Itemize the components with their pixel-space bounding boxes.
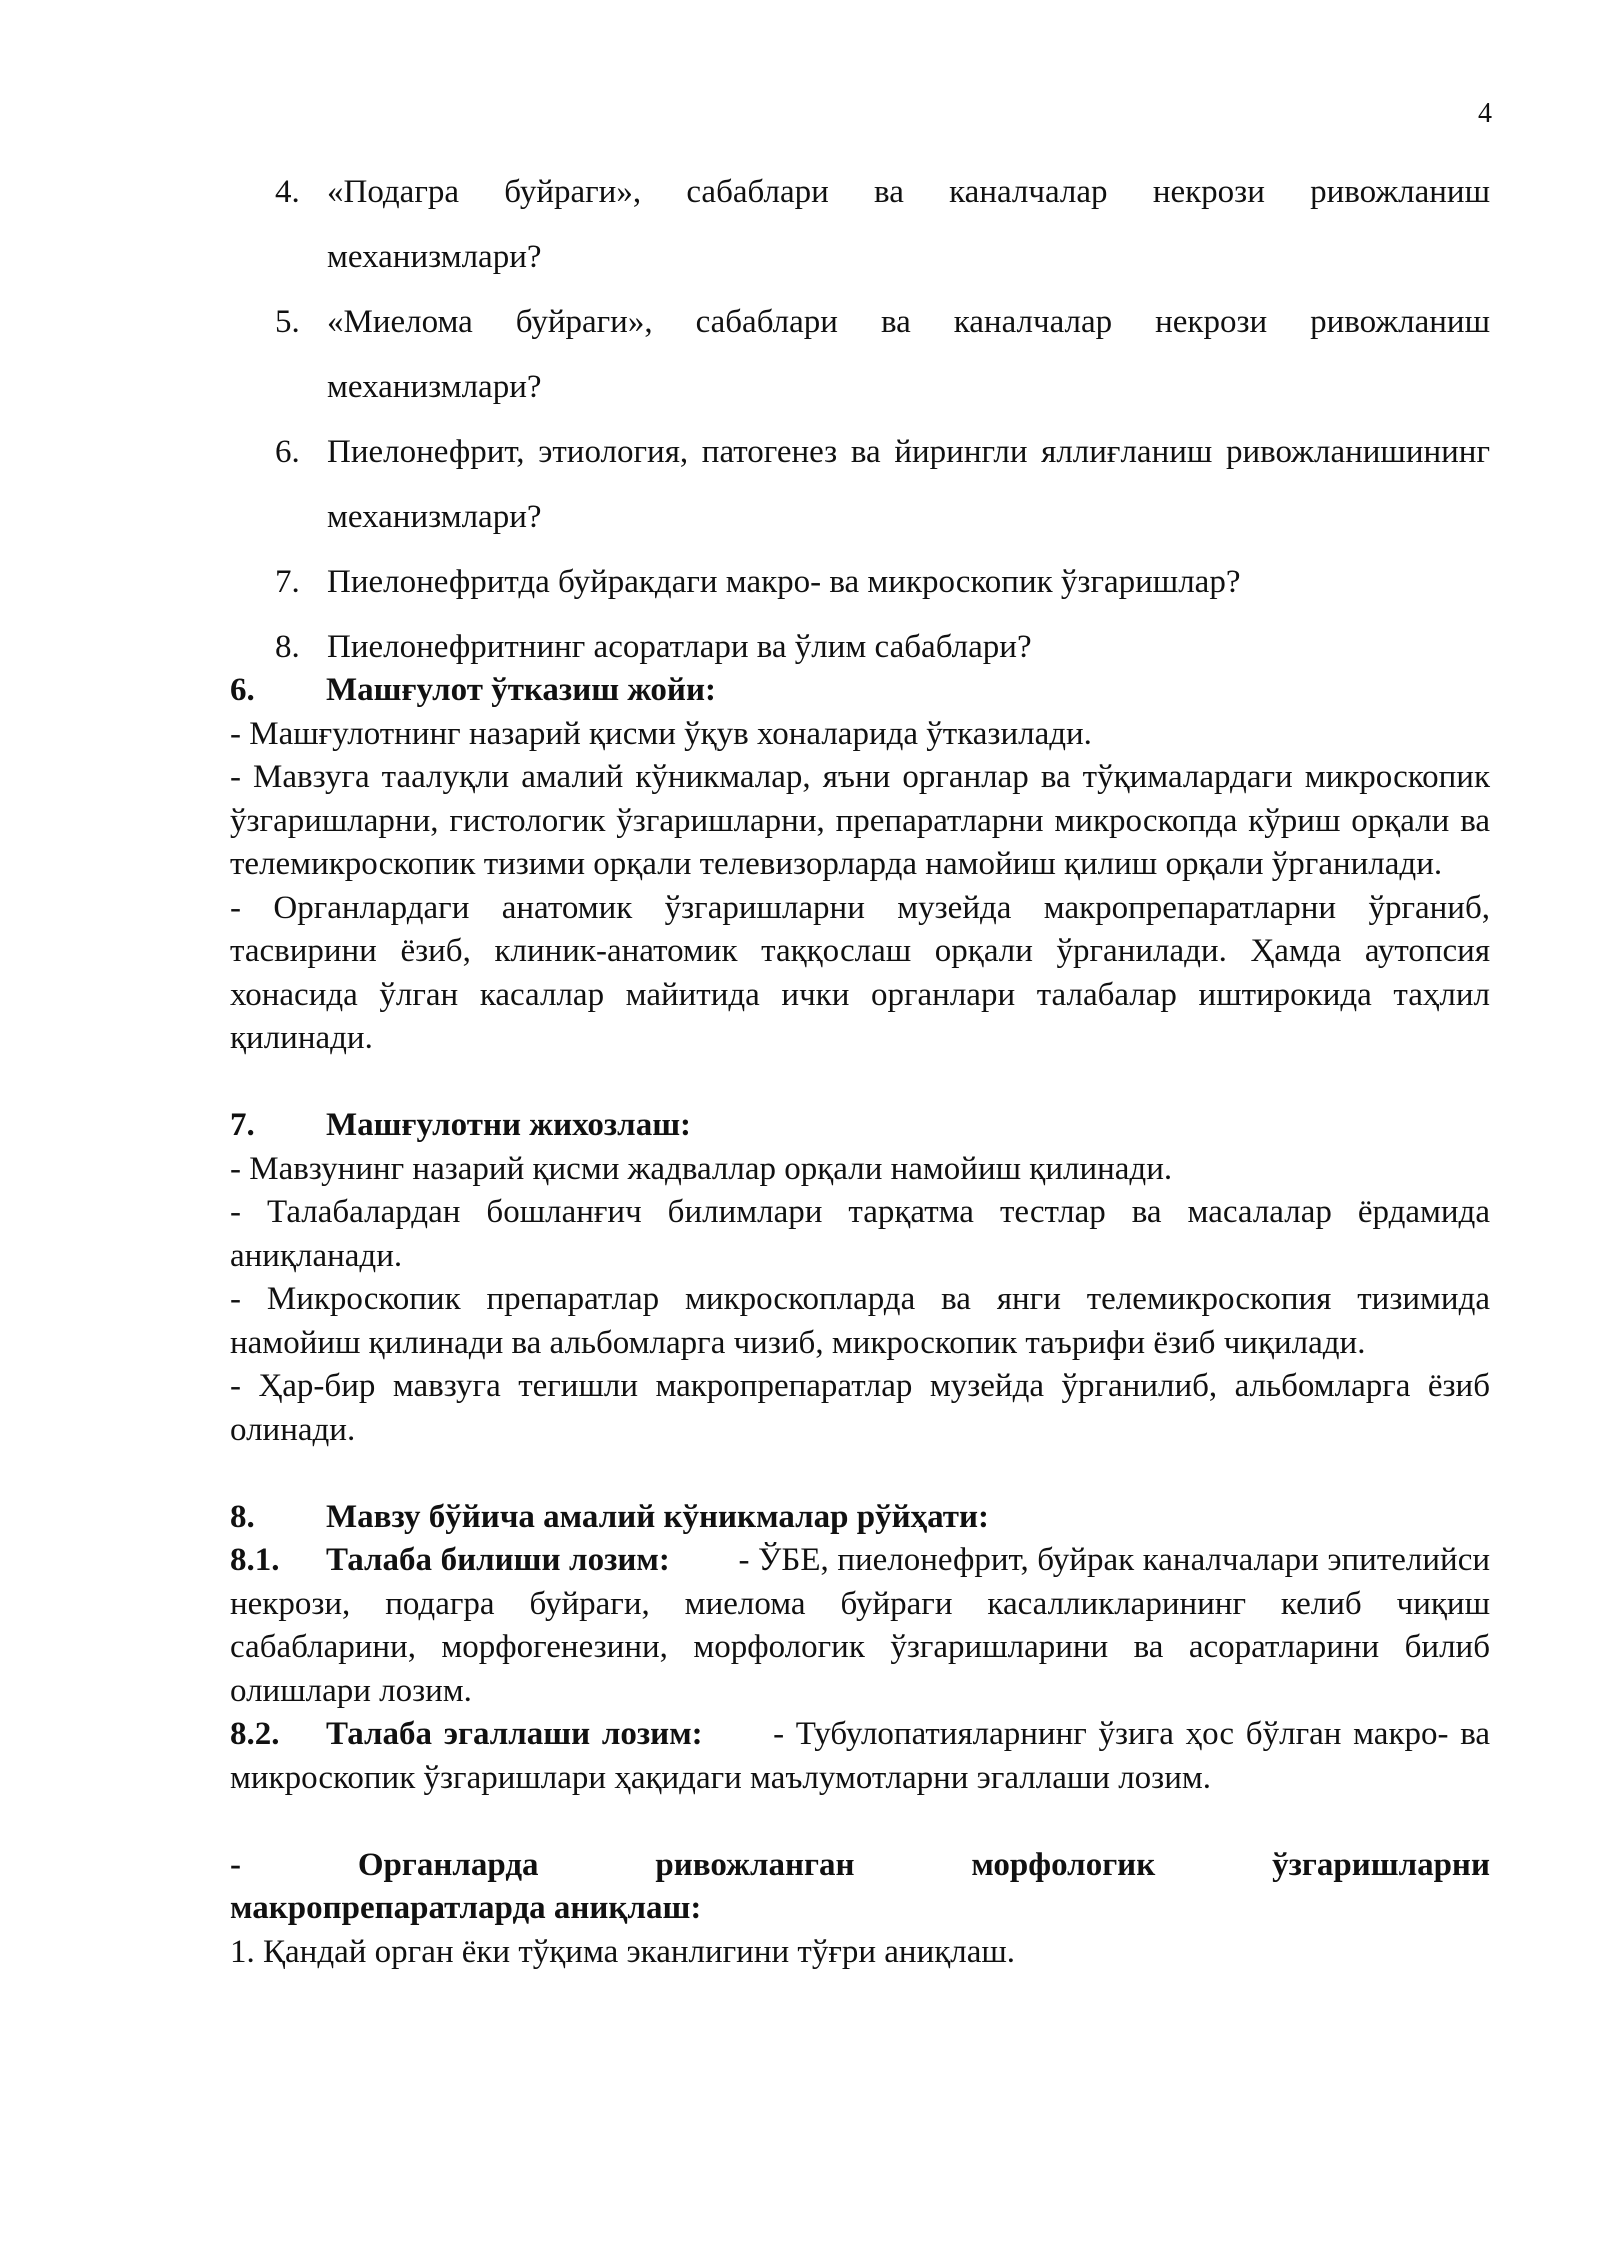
section-heading — [230, 1104, 1490, 1148]
paragraph: - Мавзуга таалуқли амалий кўникмалар, яъни органлар ва тўқималардаги микроскопик ўзгаришларни, гистологик ўзгаришларни, препаратларни микроскопда кўриш орқали ва телемикроскопик тизими орқали телевизорларда намойиш қилиш орқали ўрганилади. — [230, 759, 1490, 882]
list-item — [270, 420, 1490, 550]
paragraph: - Микроскопик препаратлар микроскопларда ва янги телемикроскопия тизимида намойиш қилинади ва альбомларга чизиб, микроскопик таърифи ёзиб чиқилади. — [230, 1281, 1490, 1361]
bold-task-line — [230, 1844, 1490, 1888]
section-title: Машғулот ўтказиш жойи: — [326, 672, 716, 708]
question-list — [270, 160, 1490, 680]
list-item — [270, 550, 1490, 615]
paragraph: - Ҳар-бир мавзуга тегишли макропрепаратлар музейда ўрганилиб, альбомларга ёзиб олинади. — [230, 1368, 1490, 1448]
section-number: 6. — [230, 672, 255, 708]
list-item — [270, 160, 1490, 290]
list-item-text: «Миелома буйраги», сабаблари ва каналчалар некрози ривожланиш механизмлари? — [327, 304, 1490, 405]
list-item-number: 7. — [275, 564, 300, 600]
paragraph: - Мавзунинг назарий қисми жадваллар орқали намойиш қилинади. — [230, 1150, 1173, 1187]
subsection-label: Талаба эгаллаши лозим: — [326, 1716, 703, 1752]
subsection — [230, 1539, 1490, 1713]
subsection — [230, 1713, 1490, 1800]
list-item-number: 6. — [275, 434, 300, 470]
final-item: 1. Қандай орган ёки тўқима эканлигини тўғри аниқлаш. — [230, 1933, 1016, 1970]
list-item-number: 5. — [275, 304, 300, 340]
subsection-text: - Тубулопатияларнинг ўзига ҳос бўлган макро- ва микроскопик ўзгаришлари ҳақидаги маълумотларни эгаллаши лозим. — [230, 1716, 1490, 1796]
list-item-number: 4. — [275, 174, 300, 210]
list-item-text: Пиелонефритнинг асоратлари ва ўлим сабаблари? — [327, 629, 1032, 665]
list-item-text: Пиелонефритда буйракдаги макро- ва микроскопик ўзгаришлар? — [327, 564, 1241, 600]
bold-word: - — [230, 1846, 241, 1883]
subsection-text: - ЎБЕ, пиелонефрит, буйрак каналчалари эпителийси некрози, подагра буйраги, миелома буйраги касалликларининг келиб чиқиш сабабларини, морфогенезини, морфологик ўзгаришларини ва асоратларини билиб олишлари лозим. — [230, 1542, 1491, 1709]
section-number: 7. — [230, 1107, 255, 1143]
document-body — [230, 669, 1490, 1974]
spacer — [230, 1061, 1490, 1105]
list-item-number: 8. — [275, 629, 300, 665]
bold-word: ўзгаришларни — [1272, 1846, 1490, 1883]
section-number: 8. — [230, 1498, 255, 1535]
subsection-number: 8.2. — [230, 1716, 280, 1752]
subsection-label: Талаба билиши лозим: — [326, 1542, 670, 1578]
bold-word: морфологик — [971, 1846, 1156, 1883]
bold-task-line-2: макропрепаратларда аниқлаш: — [230, 1890, 702, 1926]
section-heading — [230, 1496, 1490, 1540]
paragraph: - Машғулотнинг назарий қисми ўқув хоналарида ўтказилади. — [230, 715, 1092, 752]
section-title: Мавзу бўйича амалий кўникмалар рўйҳати: — [326, 1498, 989, 1535]
bold-word: Органларда — [357, 1846, 539, 1883]
subsection-number: 8.1. — [230, 1542, 280, 1578]
list-item — [270, 290, 1490, 420]
bold-word: ривожланган — [655, 1846, 855, 1883]
list-item-text: Пиелонефрит, этиология, патогенез ва йирингли яллиғланиш ривожланишининг механизмлари? — [327, 434, 1490, 535]
page-number: 4 — [1478, 98, 1492, 129]
spacer — [230, 1452, 1490, 1496]
spacer — [230, 1800, 1490, 1844]
paragraph: - Талабалардан бошланғич билимлари тарқатма тестлар ва масалалар ёрдамида аниқланади. — [230, 1194, 1490, 1274]
list-item-text: «Подагра буйраги», сабаблари ва каналчалар некрози ривожланиш механизмлари? — [327, 174, 1490, 275]
section-heading — [230, 669, 1490, 713]
section-title: Машғулотни жихозлаш: — [326, 1107, 692, 1143]
paragraph: - Органлардаги анатомик ўзгаришларни музейда макропрепаратларни ўрганиб, тасвирини ёзиб, клиник-анатомик таққослаш орқали ўрганилади. Ҳамда аутопсия хонасида ўлган касаллар майитида ички органлари талабалар иштирокида таҳлил қилинади. — [230, 889, 1490, 1056]
